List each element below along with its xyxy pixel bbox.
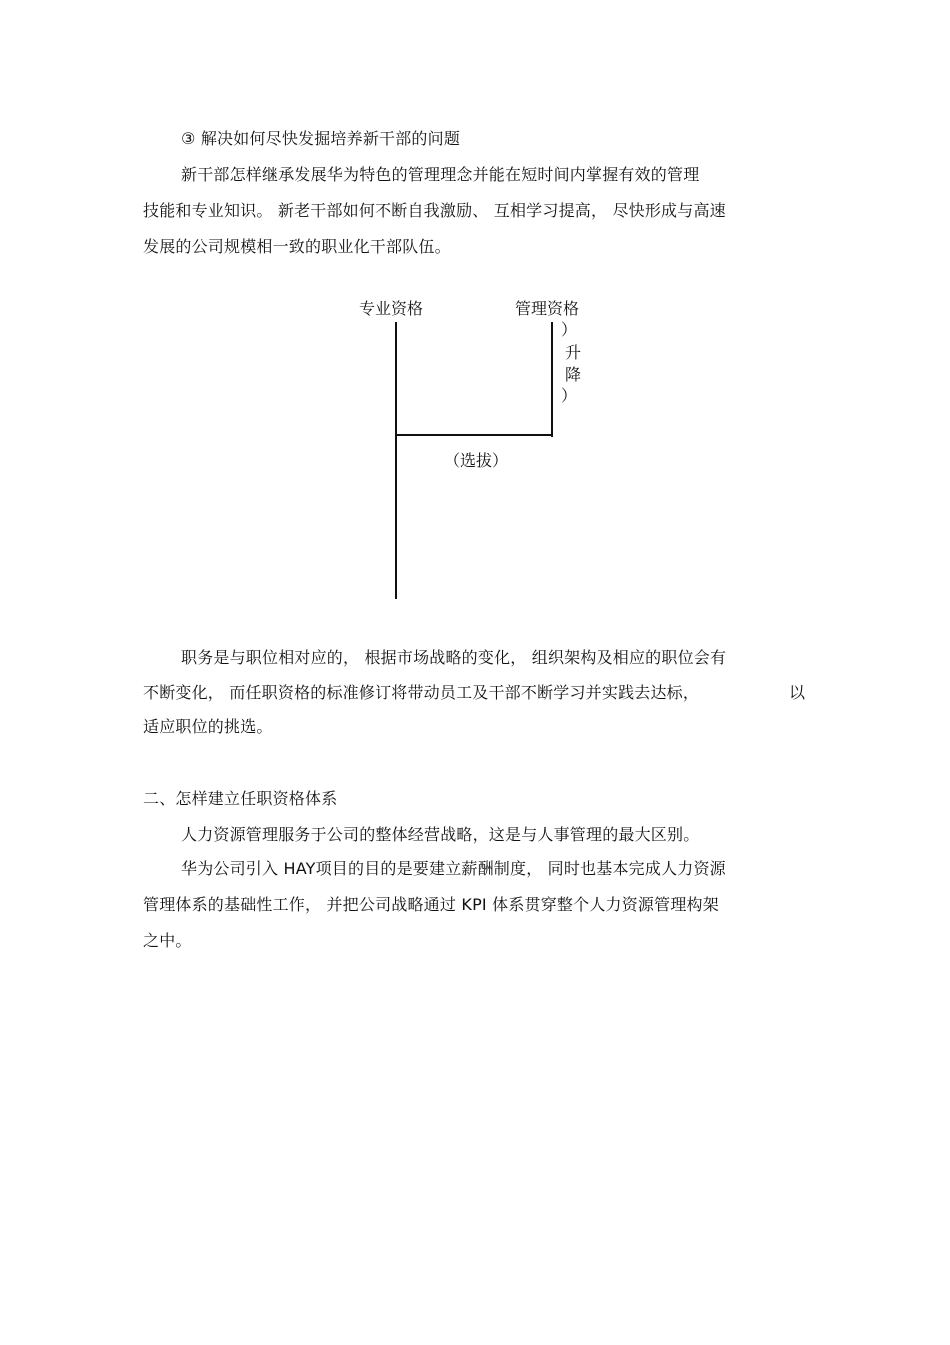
paragraph-line: 技能和专业知识。 新老干部如何不断自我激励、 互相学习提高， 尽快形成与高速 (143, 201, 726, 220)
promotion-label-char: 升 (564, 343, 581, 362)
management-qualification-label: 管理资格 (515, 299, 580, 318)
paragraph-line: 管理体系的基础性工作， 并把公司战略通过 KPI 体系贯穿整个人力资源管理构架 (143, 895, 719, 914)
promotion-label-char: 降 (564, 365, 581, 384)
paragraph-line: 之中。 (143, 931, 192, 950)
paragraph-line: 人力资源管理服务于公司的整体经营战略，这是与人事管理的最大区别。 (181, 825, 700, 844)
professional-qualification-label: 专业资格 (359, 299, 424, 318)
paragraph-line-end: 以 (789, 683, 806, 702)
section-heading-3: ③ 解决如何尽快发掘培养新干部的问题 (181, 129, 461, 148)
management-track-line (551, 322, 553, 437)
promotion-label-char: ） (560, 320, 577, 339)
promotion-label-char: ） (560, 386, 577, 405)
paragraph-line: 发展的公司规模相一致的职业化干部队伍。 (143, 237, 451, 256)
paragraph-line: 华为公司引入 HAY项目的目的是要建立薪酬制度， 同时也基本完成人力资源 (181, 859, 726, 878)
paragraph-line: 不断变化， 而任职资格的标准修订将带动员工及干部不断学习并实践去达标， (143, 683, 700, 702)
selection-label: （选拔） (444, 451, 509, 470)
selection-connector-line (395, 434, 553, 436)
professional-track-line (395, 322, 397, 599)
section-heading-2: 二、怎样建立任职资格体系 (143, 789, 338, 808)
paragraph-line: 新干部怎样继承发展华为特色的管理理念并能在短时间内掌握有效的管理 (181, 165, 700, 184)
paragraph-line: 职务是与职位相对应的， 根据市场战略的变化， 组织架构及相应的职位会有 (181, 648, 727, 667)
paragraph-line: 适应职位的挑选。 (143, 717, 273, 736)
